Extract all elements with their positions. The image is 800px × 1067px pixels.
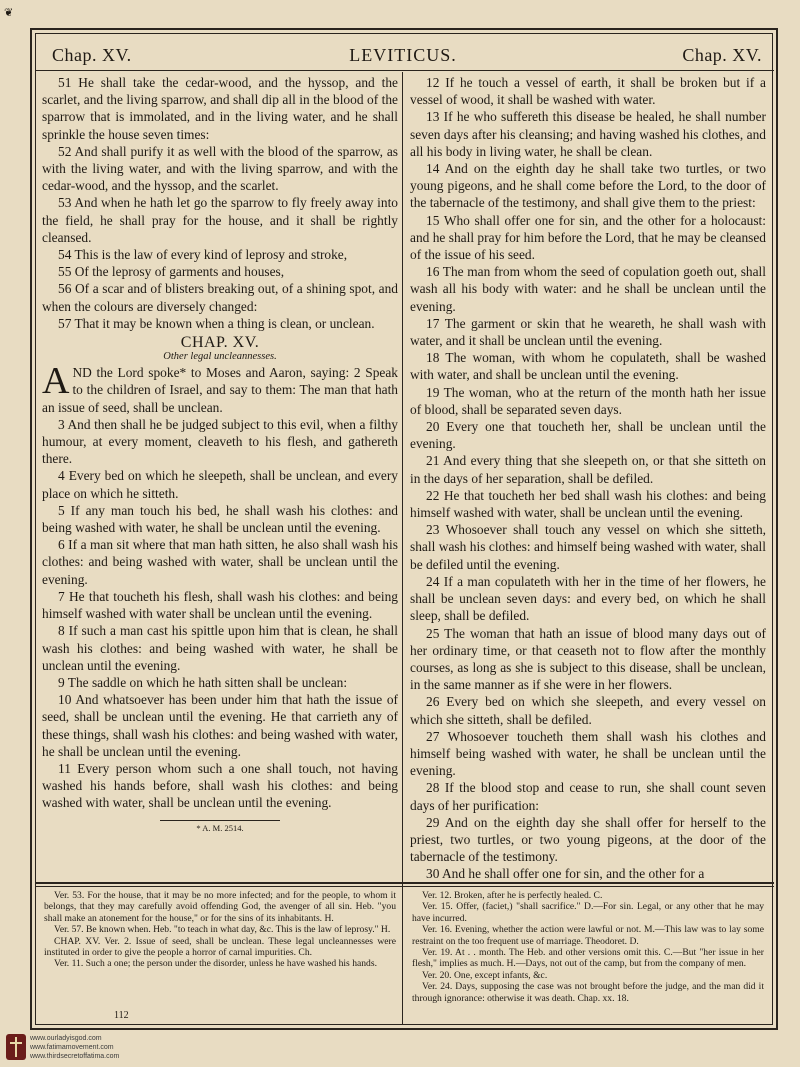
verse: 6 If a man sit where that man hath sitten, he also shall wash his clothes: and being washed with water, shall be unclean until the evening. — [42, 537, 398, 587]
notes-rule — [36, 882, 774, 884]
verse: 11 Every person whom such a one shall touch, not having washed his hands before, shall wash his clothes: and being washed with water, shall be unclean until the evening. — [42, 760, 398, 811]
notes-right — [412, 890, 764, 1004]
verse: 57 That it may be known when a thing is clean, or unclean. — [58, 315, 375, 331]
commentary-note: Ver. 16. Evening, whether the action were lawful or not. M.—This law was to lay some restraint on the too frequent use of marriage. Theodoret. D. — [412, 924, 764, 947]
verse: 4 Every bed on which he sleepeth, shall be unclean, and every place on which he sitteth. — [42, 468, 398, 501]
footnote: * A. M. 2514. — [196, 822, 244, 833]
header-title: LEVITICUS. — [349, 45, 457, 65]
footnote-rule — [160, 820, 280, 821]
verse: 55 Of the leprosy of garments and houses, — [58, 264, 285, 280]
verse: 7 He that toucheth his flesh, shall wash his clothes: and being himself washed with water shall be unclean until the evening. — [42, 588, 398, 622]
verse: 30 And he shall offer one for sin, and the other for a — [426, 866, 705, 882]
verse: 51 He shall take the cedar-wood, and the hyssop, and the scarlet, and the living sparrow, and shall dip all in the blood of the sparrow that is immolated, and in the living water, and he shall sprinkle the house seven times: — [42, 75, 398, 142]
verse: 53 And when he hath let go the sparrow to fly freely away into the field, he shall pray for the house, and it shall be rightly cleansed. — [42, 195, 398, 245]
verse: 29 And on the eighth day she shall offer for herself to the priest, two turtles, or two young pigeons, at the door of the tabernacle of the testimony. — [410, 814, 766, 865]
commentary-note: CHAP. XV. Ver. 2. Issue of seed, shall be unclean. These legal uncleannesses were instituted in order to give the people a horror of carnal impurities. Ch. — [44, 935, 396, 959]
verse: 28 If the blood stop and cease to run, she shall count seven days of her purification: — [410, 780, 766, 813]
commentary-note: Ver. 20. One, except infants, &c. — [422, 969, 548, 981]
verse: 56 Of a scar and of blisters breaking out, of a shining spot, and when the colours are diversely changed: — [42, 281, 398, 314]
verse: 9 The saddle on which he hath sitten shall be unclean: — [58, 674, 348, 690]
verse: 10 And whatsoever has been under him that hath the issue of seed, shall be unclean until the evening. He that carrieth any of these things, shall wash his clothes: and being washed with water, he shall be unclean until the evening. — [42, 692, 398, 759]
watermark-link[interactable]: www.ourladyisgod.com — [30, 1035, 102, 1042]
verse: 15 Who shall offer one for sin, and the other for a holocaust: and he shall pray for him before the Lord, that he may be cleansed of the issue of his seed. — [410, 212, 766, 263]
chapter-subtitle: Other legal uncleannesses. — [163, 351, 277, 363]
watermark-link[interactable]: www.thirdsecretoffatima.com — [30, 1053, 120, 1060]
verse: 3 And then shall he be judged subject to this evil, when a filthy humour, at every moment, cleaveth to his flesh, and gathereth there. — [42, 416, 398, 467]
verse: 16 The man from whom the seed of copulation goeth out, shall wash all his body with water: and he shall be unclean until the evening. — [410, 264, 766, 314]
verse: 12 If he touch a vessel of earth, it shall be broken but if a vessel of wood, it shall be washed with water. — [410, 75, 766, 108]
notes-left — [44, 890, 396, 970]
chapter-heading: CHAP. XV. — [180, 334, 260, 352]
verse: 25 The woman that hath an issue of blood many days out of her ordinary time, or that ceaseth not to flow after the monthly courses, as long as she is subject to this disease, shall be unclean, in the same manner as if she were in her flowers. — [410, 625, 766, 693]
commentary-note: Ver. 11. Such a one; the person under the disorder, unless he have washed his hands. — [54, 958, 377, 970]
verse: 26 Every bed on which she sleepeth, and every vessel on which she sitteth, shall be defiled. — [410, 694, 766, 727]
verse: 22 He that toucheth her bed shall wash his clothes: and being himself washed with water, shall be unclean until the evening. — [410, 487, 766, 521]
first-verse-text: ND the Lord spoke* to Moses and Aaron, saying: 2 Speak to the children of Israel, and say to them: The man that hath an issue of seed, shall be unclean. — [42, 365, 398, 415]
right-column — [410, 74, 766, 883]
verse: 14 And on the eighth day he shall take two turtles, or two young pigeons, and he shall come before the Lord, to the door of the tabernacle of the testimony, and shall give them to the priest: — [410, 161, 766, 211]
verse: 13 If he who suffereth this disease be healed, he shall number seven days after his cleansing; and having washed his clothes, and all his body in living water, he shall be clean. — [410, 109, 766, 159]
drop-cap: A — [42, 360, 70, 403]
first-verse — [42, 360, 398, 416]
commentary-note: Ver. 57. Be known when. Heb. "to teach in what day, &c. This is the law of leprosy." H. — [54, 924, 391, 936]
verse: 8 If such a man cast his spittle upon him that is clean, he shall wash his clothes: and being washed with water, he shall be unclean until the evening. — [42, 623, 398, 673]
verse: 18 The woman, with whom he copulateth, shall be washed with water, and shall be unclean until the evening. — [410, 350, 766, 383]
header-rule — [36, 70, 774, 71]
header-right: Chap. XV. — [682, 45, 762, 65]
verse: 19 The woman, who at the return of the month hath her issue of blood, shall be separated seven days. — [410, 384, 766, 417]
commentary-note: Ver. 53. For the house, that it may be no more infected; and for the people, to whom it belongs, that they may carefully avoid offending God, the avenger of all sin. Heb. "you shall make an atonement for the house," or for the sins of its inhabitants. H. — [44, 890, 396, 924]
cross-logo-icon — [6, 1034, 26, 1060]
verse: 27 Whosoever toucheth them shall wash his clothes and himself being washed with water, he shall be unclean until the evening. — [410, 728, 766, 779]
corner-ornament: ❦ — [4, 7, 14, 19]
left-column — [42, 74, 398, 833]
verse: 17 The garment or skin that he weareth, he shall wash with water, and it shall be unclean until the evening. — [410, 315, 766, 349]
verse: 24 If a man copulateth with her in the time of her flowers, he shall be unclean seven days: and every bed, on which he shall sleep, shall be defiled. — [410, 573, 766, 624]
verse: 23 Whosoever shall touch any vessel on which she sitteth, shall wash his clothes: and himself being washed with water, shall be defiled until the evening. — [410, 522, 766, 572]
verse: 54 This is the law of every kind of leprosy and stroke, — [58, 247, 348, 263]
header-left: Chap. XV. — [52, 45, 132, 65]
watermark-link[interactable]: www.fatimamovement.com — [30, 1044, 114, 1051]
verse: 52 And shall purify it as well with the blood of the sparrow, as with the living water, and with the living sparrow, and with the cedar-wood, and the hyssop, and the scarlet. — [42, 143, 398, 194]
commentary-note: Ver. 19. At . . month. The Heb. and other versions omit this. C.—But "her issue in her flesh," implies as much. H.—Days, not out of the camp, but from the company of men. — [412, 947, 764, 970]
commentary-note: Ver. 24. Days, supposing the case was not brought before the judge, and the man did it through ignorance: otherwise it was death. Chap. xx. 18. — [412, 981, 764, 1004]
verse: 20 Every one that toucheth her, shall be unclean until the evening. — [410, 419, 766, 452]
notes-rule-inner — [36, 886, 774, 887]
verse: 5 If any man touch his bed, he shall wash his clothes: and being washed with water, he shall be unclean until the evening. — [42, 502, 398, 536]
watermark-links — [30, 1034, 119, 1061]
commentary-note: Ver. 15. Offer, (faciet,) "shall sacrifice." D.—For sin. Legal, or any other that he may have incurred. — [412, 901, 764, 924]
page-number: 112 — [114, 1010, 129, 1021]
verse: 21 And every thing that she sleepeth on, or that she sitteth on in the days of her separation, shall be defiled. — [410, 453, 766, 486]
commentary-note: Ver. 12. Broken, after he is perfectly healed. C. — [422, 890, 603, 901]
running-header — [40, 43, 766, 71]
